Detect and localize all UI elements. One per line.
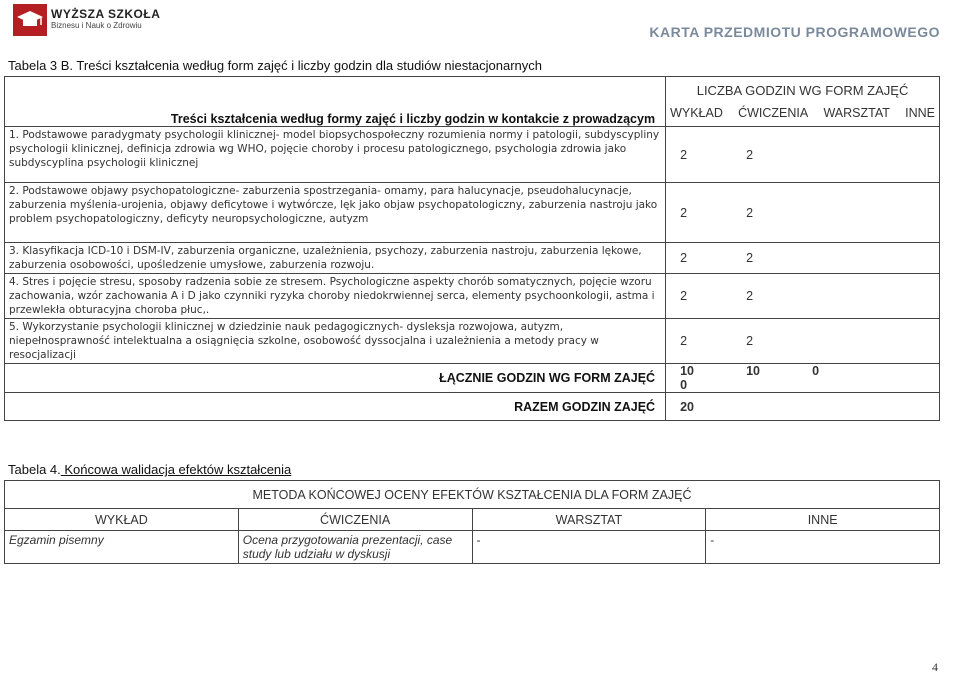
- page-number: 4: [932, 660, 938, 674]
- table-row-hours: 2 2: [666, 274, 940, 319]
- table-row-content: 2. Podstawowe objawy psychopatologiczne- zaburzenia spostrzegania- omamy, para halucynacje, pseudohalucynacje, zaburzenia myślenia-urojenia, objawy deficytowe i wytwórcze, lęk jako objaw psychopatologiczny, zaburzenia nastroju jako problem psychopatologiczny, deficyty neuropsychologiczne, autyzm: [5, 183, 666, 243]
- total-hours-values: 10 10 00: [666, 364, 940, 393]
- table-3b: [4, 76, 940, 421]
- table-row-content: 5. Wykorzystanie psychologii klinicznej w dziedzinie nauk pedagogicznych- dysleksja rozwojowa, autyzm, niepełnosprawność intelektualna a osiągnięcia szkolne, osobowość dyssocjalna i uzależnienia a metody pracy w resocjalizacji: [5, 319, 666, 364]
- page-header: [8, 4, 952, 38]
- sum-hours-label: RAZEM GODZIN ZAJĘĆ: [5, 393, 666, 421]
- form-exercises: ĆWICZENIA: [238, 509, 472, 531]
- form-other: INNE: [905, 106, 935, 121]
- table-row-hours: 2 2: [666, 319, 940, 364]
- school-logo: [13, 4, 160, 36]
- logo-main-text: WYŻSZA SZKOŁA: [51, 7, 161, 21]
- method-lecture: Egzamin pisemny: [5, 531, 239, 564]
- form-workshop: WARSZTAT: [823, 106, 890, 121]
- table-row-hours: 2 2: [666, 243, 940, 274]
- validation-header: METODA KOŃCOWEJ OCENY EFEKTÓW KSZTAŁCENIA DLA FORM ZAJĘĆ: [5, 481, 940, 509]
- method-workshop: -: [472, 531, 706, 564]
- form-workshop: WARSZTAT: [472, 509, 706, 531]
- form-other: INNE: [706, 509, 940, 531]
- sum-hours-value: 20: [666, 393, 940, 421]
- form-exercises: ĆWICZENIA: [738, 106, 809, 121]
- table-row-content: 4. Stres i pojęcie stresu, sposoby radzenia sobie ze stresem. Psychologiczne aspekty chorób somatycznych, pojęcie wzoru zachowania, wzór zachowania A i D jako czynniki ryzyka choroby niedokrwiennej serca, elementy psychoonkologii, astma i przewlekła obturacyjna choroba płuc,.: [5, 274, 666, 319]
- method-exercises: Ocena przygotowania prezentacji, case study lub udziału w dyskusji: [238, 531, 472, 564]
- graduation-cap-icon: [13, 4, 47, 36]
- table-row-hours: 2 2: [666, 183, 940, 243]
- table4-caption: Tabela 4. Końcowa walidacja efektów kształcenia: [8, 462, 292, 477]
- table-row-content: 3. Klasyfikacja ICD-10 i DSM-IV, zaburzenia organiczne, uzależnienia, psychozy, zaburzenia nastroju, zaburzenia lękowe, zaburzenia osobowości, upośledzenie umysłowe, zaburzenia rozwoju.: [5, 243, 666, 274]
- logo-sub-text: Biznesu i Nauk o Zdrowiu: [51, 21, 142, 30]
- method-other: -: [706, 531, 940, 564]
- form-lecture: WYKŁAD: [670, 106, 723, 121]
- form-lecture: WYKŁAD: [5, 509, 239, 531]
- forms-header: [666, 106, 939, 120]
- table-row-content: 1. Podstawowe paradygmaty psychologii klinicznej- model biopsychospołeczny rozumienia normy i patologii, subdyscypliny psychologii klinicznej, definicja zdrowia wg WHO, pojęcie choroby i procesu patologicznego, psychologia zdrowia jako subdyscyplina psychologii klinicznej: [5, 127, 666, 183]
- table3b-caption: Tabela 3 B. Treści kształcenia według form zajęć i liczby godzin dla studiów niestacjonarnych: [8, 58, 542, 73]
- total-hours-label: ŁĄCZNIE GODZIN WG FORM ZAJĘĆ: [5, 364, 666, 393]
- hours-header: LICZBA GODZIN WG FORM ZAJĘĆ: [666, 77, 940, 101]
- content-header: Treści kształcenia według formy zajęć i liczby godzin w kontakcie z prowadzącym: [5, 77, 666, 127]
- table-4: [4, 480, 940, 564]
- table-row-hours: 2 2: [666, 127, 940, 183]
- document-title: KARTA PRZEDMIOTU PROGRAMOWEGO: [649, 24, 940, 40]
